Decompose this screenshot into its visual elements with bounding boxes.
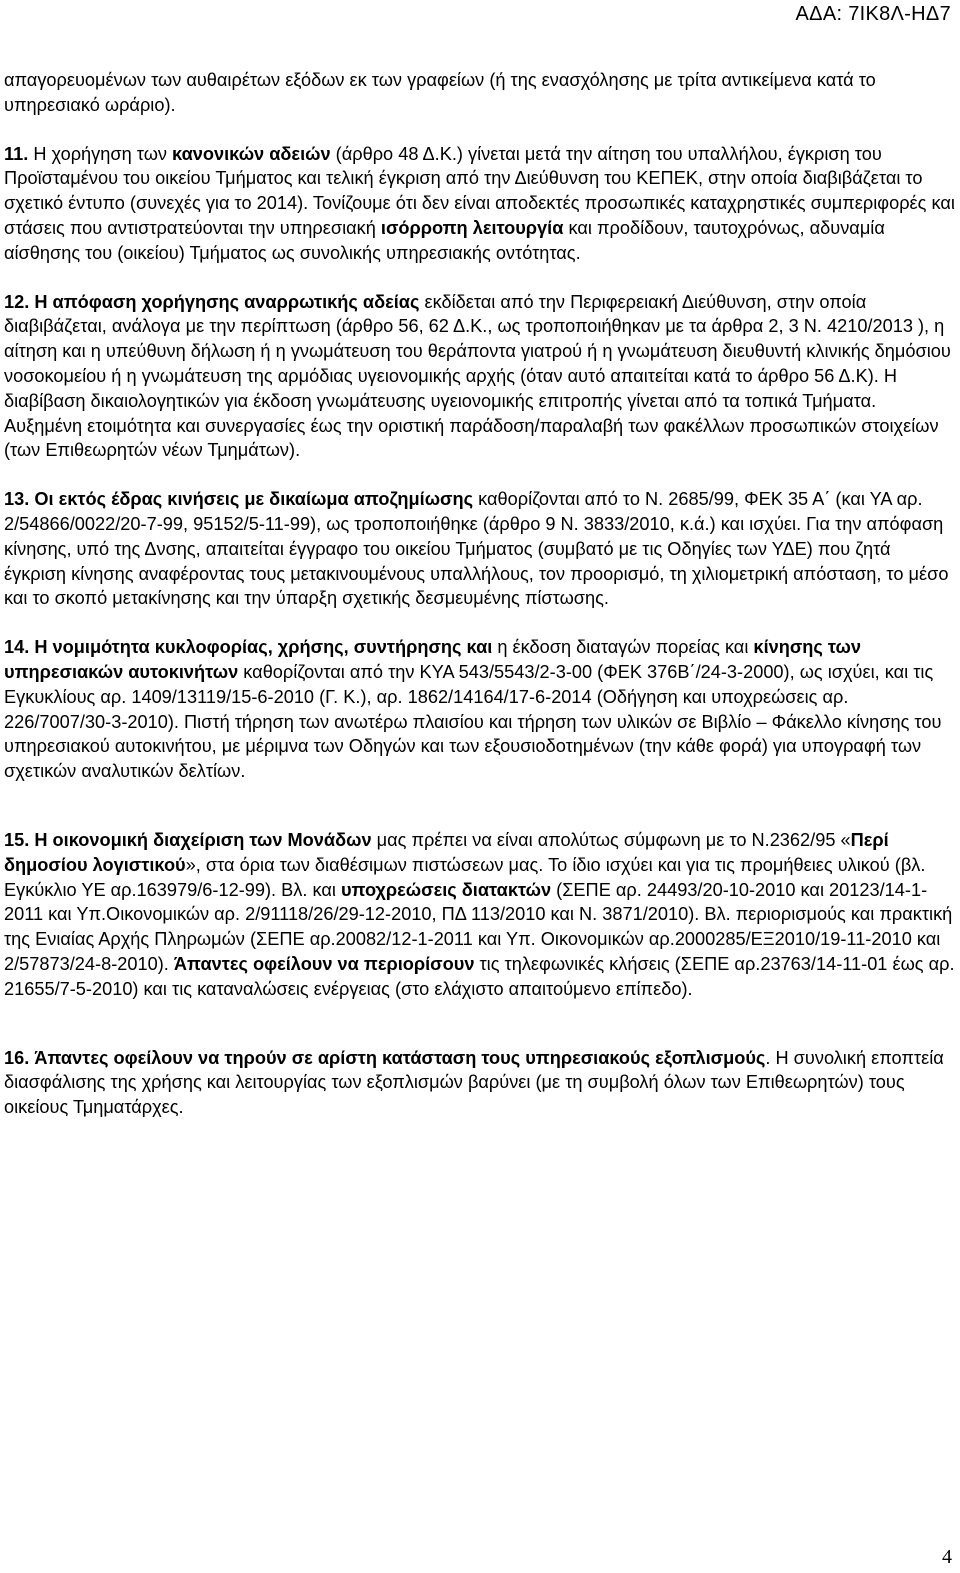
section-14-number: 14. (4, 637, 30, 658)
section-11: 11. Η χορήγηση των κανονικών αδειών (άρθρο 48 Δ.Κ.) γίνεται μετά την αίτηση του υπαλλήλου, έγκριση του Προϊσταμένου του οικείου Τμήματος και τελική έγκριση από την Διεύθυνση του ΚΕΠΕΚ, στην οποία διαβιβάζεται το σχετικό έντυπο (συνεχές για το 2014). Τονίζουμε ότι δεν είναι αποδεκτές προσωπικές καταχρηστικές συμπεριφορές και στάσεις που αντιστρατεύονται την υπηρεσιακή ισόρροπη λειτουργία και προδίδουν, ταυτοχρόνως, αδυναμία αίσθησης του (οικείου) Τμήματος ως συνολικής υπηρεσιακής οντότητας. (4, 143, 955, 263)
section-11-number: 11. (4, 143, 29, 164)
section-12-paragraph-2: Αυξημένη ετοιμότητα και συνεργασίες έως την οριστική παράδοση/παραλαβή των φακέλλων προσωπικών στοιχείων (των Επιθεωρητών νέων Τμημάτων). (4, 415, 939, 461)
section-13: 13. Οι εκτός έδρας κινήσεις με δικαίωμα αποζημίωσης καθορίζονται από το Ν. 2685/99, ΦΕΚ 35 Α΄ (και ΥΑ αρ. 2/54866/0022/20-7-99, 95152/5-11-99), ως τροποποιήθηκε (άρθρο 9 Ν. 3833/2010, κ.ά.) και ισχύει. Για την απόφαση κίνησης, υπό της Δνσης, απαιτείται έγγραφο του οικείου Τμήματος (συμβατό με τις Οδηγίες των ΥΔΕ) που ζητά έγκριση κίνησης αναφέροντας τους μετακινουμένους υπαλλήλους, τον προορισμό, τη χιλιομετρική απόσταση, το μέσο και το σκοπό μετακίνησης και την ύπαρξη σχετικής δεσμευμένης πίστωσης. (4, 489, 949, 609)
intro-paragraph: απαγορευομένων των αυθαιρέτων εξόδων εκ των γραφείων (ή της ενασχόλησης με τρίτα αντικείμενα κατά το υπηρεσιακό ωράριο). (4, 70, 876, 115)
section-12: 12. Η απόφαση χορήγησης αναρρωτικής αδείας εκδίδεται από την Περιφερειακή Διεύθυνση, στην οποία διαβιβάζεται, ανάλογα με την περίπτωση (άρθρο 56, 62 Δ.Κ., ως τροποποιήθηκαν με τα άρθρα 2, 3 Ν. 4210/2013 ), η αίτηση και η υπεύθυνη δήλωση ή η γνωμάτευση του θεράποντα γιατρού ή η γνωμάτευση διευθυντή κλινικής δημόσιου νοσοκομείου ή η γνωμάτευση της αρμόδιας υγειονομικής αρχής (όταν αυτό απαιτείται κατά το άρθρο 56 Δ.Κ). Η διαβίβαση δικαιολογητικών για έκδοση γνωμάτευσης υγειονομικής επιτροπής γίνεται από τα τοπικά Τμήματα. (4, 291, 951, 411)
section-12-number: 12. (4, 291, 30, 312)
page-number: 4 (942, 1546, 952, 1568)
section-16-number: 16. (4, 1047, 30, 1068)
section-15-number: 15. (4, 829, 30, 850)
ada-code: ΑΔΑ: 7ΙΚ8Λ-ΗΔ7 (795, 3, 951, 25)
section-15: 15. Η οικονομική διαχείριση των Μονάδων μας πρέπει να είναι απολύτως σύμφωνη με το Ν.2362/95 «Περί δημοσίου λογιστικού», στα όρια των διαθέσιμων πιστώσεων μας. Το ίδιο ισχύει και για τις προμήθειες υλικού (βλ. Εγκύκλιο ΥΕ αρ.163979/6-12-99). Βλ. και υποχρεώσεις διατακτών (ΣΕΠΕ αρ. 24493/20-10-2010 και 20123/14-1-2011 και Υπ.Οικονομικών αρ. 2/91118/26/29-12-2010, ΠΔ 113/2010 και Ν. 3871/2010). Βλ. περιορισμούς και πρακτική της Ενιαίας Αρχής Πληρωμών (ΣΕΠΕ αρ.20082/12-1-2011 και Υπ. Οικονομικών αρ.2000285/ΕΞ2010/19-11-2010 και 2/57873/24-8-2010). Άπαντες οφείλουν να περιορίσουν τις τηλεφωνικές κλήσεις (ΣΕΠΕ αρ.23763/14-11-01 έως αρ. 21655/7-5-2010) και τις καταναλώσεις ενέργειας (στο ελάχιστο απαιτούμενο επίπεδο). (4, 829, 955, 999)
section-13-number: 13. (4, 489, 30, 510)
document-body (4, 68, 956, 1120)
section-14: 14. Η νομιμότητα κυκλοφορίας, χρήσης, συντήρησης και η έκδοση διαταγών πορείας και κίνησης των υπηρεσιακών αυτοκινήτων καθορίζονται από την ΚΥΑ 543/5543/2-3-00 (ΦΕΚ 376Β΄/24-3-2000), ως ισχύει, και τις Εγκυκλίους αρ. 1409/13119/15-6-2010 (Γ. Κ.), αρ. 1862/14164/17-6-2014 (Οδήγηση και υποχρεώσεις αρ. 226/7007/30-3-2010). Πιστή τήρηση των ανωτέρω πλαισίου και τήρηση των υλικών σε Βιβλίο – Φάκελλο κίνησης του υπηρεσιακού αυτοκινήτου, με μέριμνα των Οδηγών και των εξουσιοδοτημένων (την κάθε φορά) για υπογραφή των σχετικών αναλυτικών δελτίων. (4, 637, 942, 782)
section-16: 16. Άπαντες οφείλουν να τηρούν σε αρίστη κατάσταση τους υπηρεσιακούς εξοπλισμούς. Η συνολική εποπτεία διασφάλισης της χρήσης και λειτουργίας των εξοπλισμών βαρύνει (με τη συμβολή όλων των Επιθεωρητών) τους οικείους Τμηματάρχες. (4, 1047, 944, 1118)
